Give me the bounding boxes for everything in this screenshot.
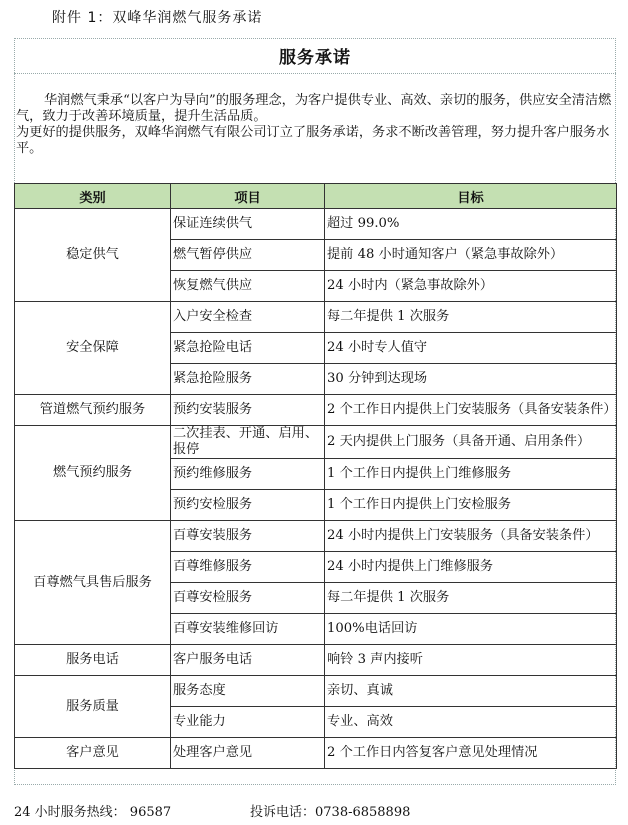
intro-paragraph-2: 为更好的提供服务，双峰华润燃气有限公司订立了服务承诺，务求不断改善管理，努力提升客户服务水平。 bbox=[16, 125, 610, 156]
category-cell: 服务电话 bbox=[15, 645, 171, 676]
target-cell: 亲切、真诚 bbox=[325, 676, 617, 707]
intro-text bbox=[16, 93, 616, 157]
target-cell: 提前 48 小时通知客户（紧急事故除外） bbox=[325, 240, 617, 271]
item-cell: 专业能力 bbox=[171, 707, 325, 738]
category-cell: 百尊燃气具售后服务 bbox=[15, 521, 171, 645]
target-cell: 30 分钟到达现场 bbox=[325, 364, 617, 395]
table-row bbox=[15, 521, 617, 552]
attachment-heading: 附件 1：双峰华润燃气服务承诺 bbox=[52, 10, 263, 26]
item-cell: 恢复燃气供应 bbox=[171, 271, 325, 302]
target-cell: 2 个工作日内答复客户意见处理情况 bbox=[325, 738, 617, 769]
page-title: 服务承诺 bbox=[14, 38, 616, 74]
target-cell: 2 天内提供上门服务（具备开通、启用条件） bbox=[325, 426, 617, 459]
target-cell: 超过 99.0% bbox=[325, 209, 617, 240]
target-cell: 每二年提供 1 次服务 bbox=[325, 583, 617, 614]
category-cell: 服务质量 bbox=[15, 676, 171, 738]
intro-paragraph-1: 华润燃气秉承“以客户为导向”的服务理念，为客户提供专业、高效、亲切的服务，供应安全清洁燃气，致力于改善环境质量，提升生活品质。 bbox=[16, 93, 612, 124]
target-cell: 2 个工作日内提供上门安装服务（具备安装条件） bbox=[325, 395, 617, 426]
item-cell: 紧急抢险电话 bbox=[171, 333, 325, 364]
target-cell: 24 小时专人值守 bbox=[325, 333, 617, 364]
table-row bbox=[15, 645, 617, 676]
item-cell: 百尊安装服务 bbox=[171, 521, 325, 552]
header-category: 类别 bbox=[15, 184, 171, 209]
service-commitment-table bbox=[14, 183, 617, 769]
item-cell: 预约维修服务 bbox=[171, 459, 325, 490]
table-row bbox=[15, 302, 617, 333]
item-cell: 保证连续供气 bbox=[171, 209, 325, 240]
item-cell: 燃气暂停供应 bbox=[171, 240, 325, 271]
table-row bbox=[15, 209, 617, 240]
category-cell: 客户意见 bbox=[15, 738, 171, 769]
category-cell: 燃气预约服务 bbox=[15, 426, 171, 521]
table-header-row bbox=[15, 184, 617, 209]
target-cell: 1 个工作日内提供上门维修服务 bbox=[325, 459, 617, 490]
table-row bbox=[15, 395, 617, 426]
target-cell: 每二年提供 1 次服务 bbox=[325, 302, 617, 333]
category-cell: 管道燃气预约服务 bbox=[15, 395, 171, 426]
target-cell: 响铃 3 声内接听 bbox=[325, 645, 617, 676]
table-row bbox=[15, 738, 617, 769]
item-cell: 二次挂表、开通、启用、报停 bbox=[171, 426, 325, 459]
target-cell: 100%电话回访 bbox=[325, 614, 617, 645]
hotline-text: 24 小时服务热线： 96587 bbox=[14, 805, 172, 820]
item-cell: 客户服务电话 bbox=[171, 645, 325, 676]
target-cell: 1 个工作日内提供上门安检服务 bbox=[325, 490, 617, 521]
table-body bbox=[15, 209, 617, 769]
item-cell: 百尊维修服务 bbox=[171, 552, 325, 583]
item-cell: 预约安检服务 bbox=[171, 490, 325, 521]
target-cell: 24 小时内提供上门维修服务 bbox=[325, 552, 617, 583]
header-target: 目标 bbox=[325, 184, 617, 209]
item-cell: 服务态度 bbox=[171, 676, 325, 707]
header-item: 项目 bbox=[171, 184, 325, 209]
item-cell: 紧急抢险服务 bbox=[171, 364, 325, 395]
complaint-phone-text: 投诉电话：0738-6858898 bbox=[250, 805, 411, 820]
target-cell: 专业、高效 bbox=[325, 707, 617, 738]
item-cell: 预约安装服务 bbox=[171, 395, 325, 426]
target-cell: 24 小时内提供上门安装服务（具备安装条件） bbox=[325, 521, 617, 552]
item-cell: 百尊安装维修回访 bbox=[171, 614, 325, 645]
target-cell: 24 小时内（紧急事故除外） bbox=[325, 271, 617, 302]
item-cell: 百尊安检服务 bbox=[171, 583, 325, 614]
category-cell: 稳定供气 bbox=[15, 209, 171, 302]
table-row bbox=[15, 676, 617, 707]
item-cell: 入户安全检查 bbox=[171, 302, 325, 333]
table-row bbox=[15, 426, 617, 459]
category-cell: 安全保障 bbox=[15, 302, 171, 395]
item-cell: 处理客户意见 bbox=[171, 738, 325, 769]
